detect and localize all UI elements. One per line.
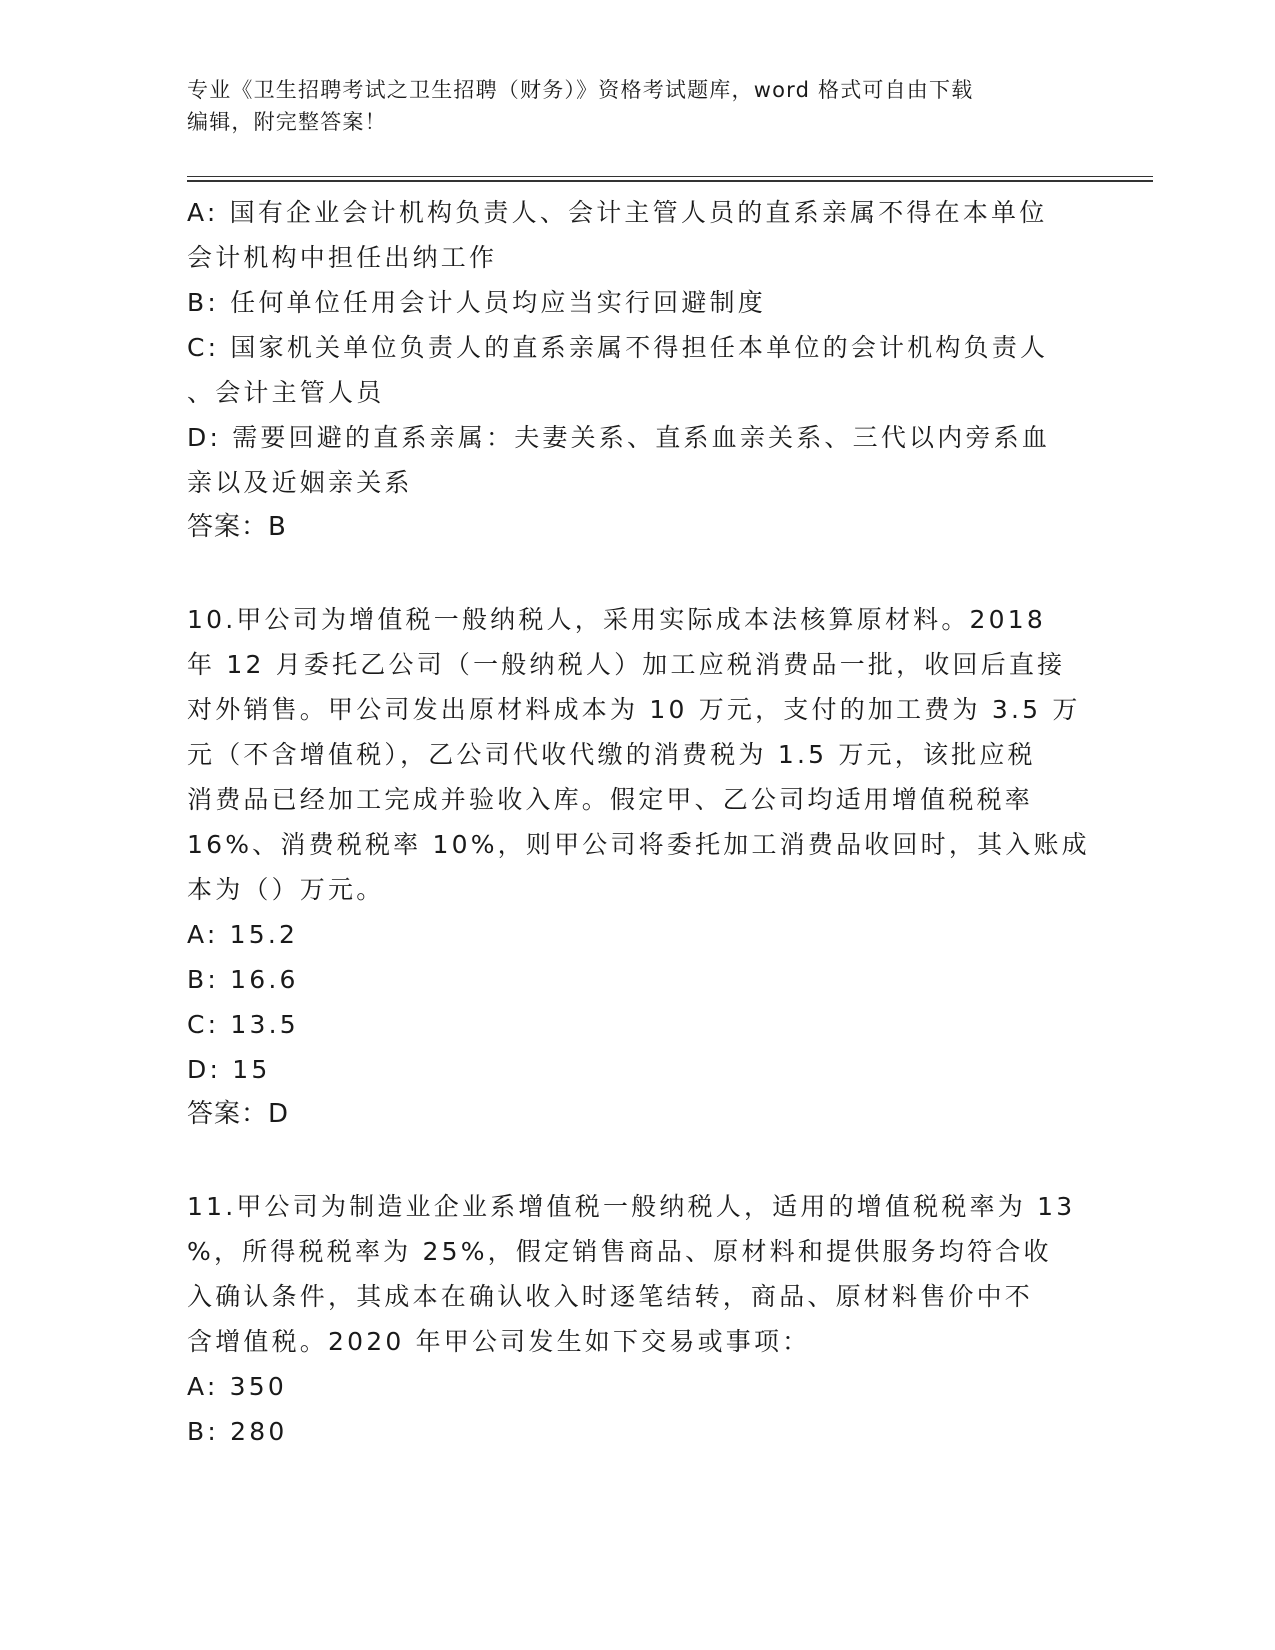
- option-d: D: 15: [187, 1055, 271, 1084]
- question-11: [187, 1184, 1076, 1454]
- option-c: C: 13.5: [187, 1010, 299, 1039]
- option-a-line-1: A: 国有企业会计机构负责人、会计主管人员的直系亲属不得在本单位: [187, 198, 1048, 227]
- question-11-line-1: 11.甲公司为制造业企业系增值税一般纳税人，适用的增值税税率为 13: [187, 1192, 1076, 1221]
- header-divider: [187, 176, 1153, 182]
- document-header: [187, 74, 1087, 138]
- option-a: A: 350: [187, 1372, 287, 1401]
- question-9-options: [187, 190, 1067, 550]
- header-line-2: 编辑，附完整答案！: [187, 110, 387, 134]
- option-b: B: 280: [187, 1417, 288, 1446]
- question-content: [187, 190, 1090, 1454]
- option-b: B: 16.6: [187, 965, 299, 994]
- document-page: [187, 0, 1153, 1650]
- question-10-line-3: 对外销售。甲公司发出原材料成本为 10 万元，支付的加工费为 3.5 万: [187, 695, 1081, 724]
- header-line-1: 专业《卫生招聘考试之卫生招聘（财务）》资格考试题库，word 格式可自由下载: [187, 78, 974, 102]
- question-10-line-1: 10.甲公司为增值税一般纳税人，采用实际成本法核算原材料。2018: [187, 605, 1046, 634]
- question-10-line-2: 年 12 月委托乙公司（一般纳税人）加工应税消费品一批，收回后直接: [187, 650, 1066, 679]
- option-c-line-2: 、会计主管人员: [187, 378, 385, 407]
- option-b: B: 任何单位任用会计人员均应当实行回避制度: [187, 288, 766, 317]
- spacer: [187, 550, 1067, 597]
- question-10: [187, 597, 1090, 1137]
- question-10-line-5: 消费品已经加工完成并验收入库。假定甲、乙公司均适用增值税税率: [187, 785, 1034, 814]
- question-10-line-4: 元（不含增值税），乙公司代收代缴的消费税为 1.5 万元，该批应税: [187, 740, 1036, 769]
- option-d-line-1: D: 需要回避的直系亲属：夫妻关系、直系血亲关系、三代以内旁系血: [187, 423, 1051, 452]
- answer-q10: 答案：D: [187, 1099, 290, 1129]
- question-10-line-6: 16%、消费税税率 10%，则甲公司将委托加工消费品收回时，其入账成: [187, 830, 1090, 859]
- question-10-line-7: 本为（）万元。: [187, 875, 385, 904]
- answer-q9: 答案：B: [187, 512, 287, 542]
- option-a-line-2: 会计机构中担任出纳工作: [187, 243, 498, 272]
- spacer: [187, 1137, 1067, 1184]
- question-11-line-2: %，所得税税率为 25%，假定销售商品、原材料和提供服务均符合收: [187, 1237, 1052, 1266]
- question-11-line-4: 含增值税。2020 年甲公司发生如下交易或事项：: [187, 1327, 811, 1356]
- question-11-line-3: 入确认条件，其成本在确认收入时逐笔结转，商品、原材料售价中不: [187, 1282, 1034, 1311]
- option-d-line-2: 亲以及近姻亲关系: [187, 468, 413, 497]
- option-a: A: 15.2: [187, 920, 299, 949]
- option-c-line-1: C: 国家机关单位负责人的直系亲属不得担任本单位的会计机构负责人: [187, 333, 1049, 362]
